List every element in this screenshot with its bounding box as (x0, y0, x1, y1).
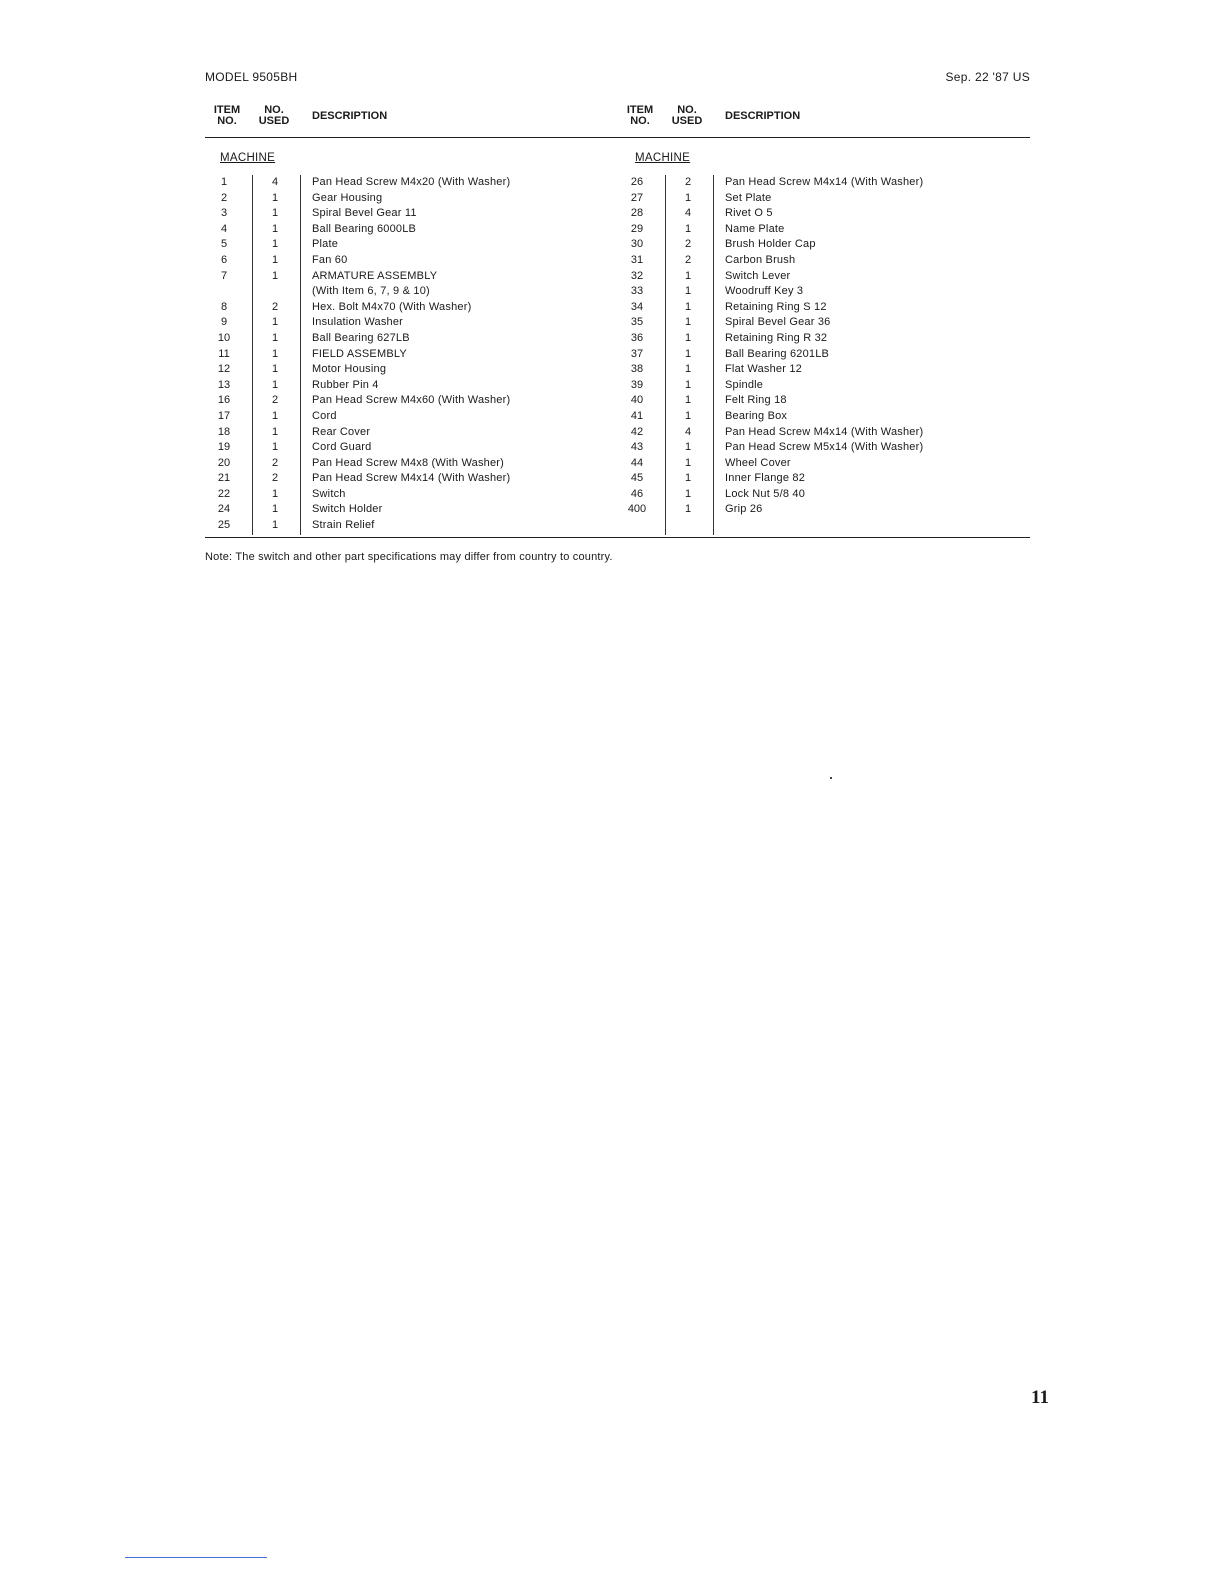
part-description: Flat Washer 12 (725, 363, 802, 376)
table-row (618, 425, 1028, 441)
part-description: Grip 26 (725, 503, 763, 516)
item-number: 8 (220, 300, 228, 313)
quantity-used: 1 (684, 503, 692, 516)
scan-speck (830, 777, 832, 779)
part-description: Switch (312, 487, 346, 500)
page-header (205, 70, 1030, 90)
item-number: 46 (630, 487, 644, 500)
quantity-used: 1 (684, 331, 692, 344)
quantity-used: 2 (271, 300, 279, 313)
table-row (205, 409, 615, 425)
table-row (205, 191, 615, 207)
table-rows (205, 175, 615, 534)
table-row (618, 191, 1028, 207)
quantity-used: 1 (271, 331, 279, 344)
table-row (618, 362, 1028, 378)
item-number: 33 (630, 285, 644, 298)
item-number: 27 (630, 191, 644, 204)
part-description: Rear Cover (312, 425, 371, 438)
item-number: 19 (217, 441, 231, 454)
item-number: 24 (217, 503, 231, 516)
item-number: 37 (630, 347, 644, 360)
footer-link-underline (125, 1557, 267, 1558)
quantity-used: 2 (684, 253, 692, 266)
item-number: 43 (630, 441, 644, 454)
part-description: Felt Ring 18 (725, 394, 787, 407)
part-description: Woodruff Key 3 (725, 285, 804, 298)
part-description: Spiral Bevel Gear 11 (312, 207, 417, 220)
no-used-header: NO. USED (671, 104, 703, 127)
item-number: 26 (630, 176, 644, 188)
quantity-used: 2 (684, 176, 692, 188)
item-number: 9 (220, 316, 228, 329)
part-description: Set Plate (725, 191, 772, 204)
part-description: Name Plate (725, 222, 785, 235)
table-row (205, 315, 615, 331)
table-row (205, 518, 615, 534)
page-number: 11 (1031, 1387, 1049, 1408)
item-number: 39 (630, 378, 644, 391)
part-description: Pan Head Screw M5x14 (With Washer) (725, 441, 924, 454)
part-description: Pan Head Screw M4x14 (With Washer) (312, 472, 511, 485)
table-row (205, 487, 615, 503)
table-row (205, 471, 615, 487)
quantity-used: 1 (684, 347, 692, 360)
part-description: Plate (312, 238, 339, 251)
item-number: 32 (630, 269, 644, 282)
quantity-used: 1 (684, 285, 692, 298)
table-row (205, 456, 615, 472)
item-number: 22 (217, 487, 231, 500)
part-description: Switch Lever (725, 269, 791, 282)
item-number: 12 (217, 363, 231, 376)
table-row (618, 347, 1028, 363)
table-row (618, 284, 1028, 300)
quantity-used: 1 (684, 472, 692, 485)
part-description: Motor Housing (312, 363, 387, 376)
part-description: Rubber Pin 4 (312, 378, 379, 391)
part-description: Pan Head Screw M4x8 (With Washer) (312, 456, 505, 469)
item-number: 11 (218, 347, 230, 360)
item-number: 21 (217, 472, 231, 485)
item-number: 20 (217, 456, 231, 469)
specification-note: Note: The switch and other part specifications may differ from country to country. (205, 551, 613, 563)
table-row (205, 222, 615, 238)
item-number: 6 (220, 253, 228, 266)
quantity-used: 1 (271, 191, 279, 204)
item-number: 17 (217, 409, 231, 422)
table-row (205, 206, 615, 222)
quantity-used: 1 (271, 409, 279, 422)
quantity-used: 1 (271, 269, 279, 282)
quantity-used: 1 (684, 409, 692, 422)
part-description: (With Item 6, 7, 9 & 10) (312, 285, 430, 298)
table-row (618, 456, 1028, 472)
table-row (618, 269, 1028, 285)
item-number: 7 (220, 269, 228, 282)
table-row (618, 237, 1028, 253)
table-row (205, 237, 615, 253)
table-row (205, 331, 615, 347)
part-description: Retaining Ring R 32 (725, 331, 828, 344)
table-row (618, 300, 1028, 316)
part-description: Spindle (725, 378, 764, 391)
quantity-used: 1 (271, 238, 279, 251)
item-number: 10 (217, 331, 231, 344)
item-number: 4 (220, 222, 228, 235)
quantity-used: 1 (684, 487, 692, 500)
part-description: Inner Flange 82 (725, 472, 806, 485)
item-number: 45 (630, 472, 644, 485)
item-number: 38 (630, 363, 644, 376)
quantity-used: 1 (271, 363, 279, 376)
quantity-used: 1 (271, 207, 279, 220)
part-description: Spiral Bevel Gear 36 (725, 316, 831, 329)
item-number: 25 (217, 519, 231, 532)
part-description: ARMATURE ASSEMBLY (312, 269, 438, 282)
description-header: DESCRIPTION (725, 110, 801, 122)
item-number: 35 (630, 316, 644, 329)
item-number: 29 (630, 222, 644, 235)
table-row (618, 253, 1028, 269)
quantity-used: 1 (684, 441, 692, 454)
item-no-header: ITEM NO. (213, 104, 241, 127)
table-row (618, 409, 1028, 425)
part-description: Pan Head Screw M4x14 (With Washer) (725, 176, 924, 188)
quantity-used: 1 (271, 503, 279, 516)
date-label: Sep. 22 '87 US (945, 70, 1030, 84)
table-row (618, 175, 1028, 191)
part-description: Ball Bearing 6000LB (312, 222, 417, 235)
table-row (205, 347, 615, 363)
section-label: MACHINE (220, 152, 276, 164)
table-rows (618, 175, 1028, 518)
part-description: Pan Head Screw M4x60 (With Washer) (312, 394, 511, 407)
part-description: Switch Holder (312, 503, 383, 516)
column-headers (205, 100, 615, 136)
item-number: 28 (630, 207, 644, 220)
table-row (618, 471, 1028, 487)
part-description: Pan Head Screw M4x14 (With Washer) (725, 425, 924, 438)
item-number: 44 (630, 456, 644, 469)
part-description: Strain Relief (312, 519, 375, 532)
quantity-used: 4 (684, 207, 692, 220)
footer-rule (205, 537, 1030, 538)
quantity-used: 1 (271, 316, 279, 329)
part-description: Hex. Bolt M4x70 (With Washer) (312, 300, 472, 313)
left-parts-table (205, 100, 615, 532)
quantity-used: 2 (271, 472, 279, 485)
table-row (618, 222, 1028, 238)
part-description: Wheel Cover (725, 456, 791, 469)
item-number: 1 (220, 176, 228, 188)
item-number: 41 (630, 409, 644, 422)
quantity-used: 1 (271, 519, 279, 532)
item-number: 16 (217, 394, 231, 407)
item-number: 400 (627, 503, 647, 516)
table-row (205, 393, 615, 409)
description-header: DESCRIPTION (312, 110, 388, 122)
table-row (618, 206, 1028, 222)
table-row (205, 269, 615, 285)
section-label: MACHINE (635, 152, 691, 164)
table-row (618, 378, 1028, 394)
part-description: Brush Holder Cap (725, 238, 816, 251)
table-row (618, 440, 1028, 456)
quantity-used: 1 (271, 253, 279, 266)
part-description: Insulation Washer (312, 316, 404, 329)
item-number: 34 (630, 300, 644, 313)
item-number: 13 (217, 378, 231, 391)
part-description: FIELD ASSEMBLY (312, 347, 407, 360)
table-row (205, 300, 615, 316)
item-number: 42 (630, 425, 644, 438)
quantity-used: 1 (684, 456, 692, 469)
part-description: Ball Bearing 6201LB (725, 347, 830, 360)
quantity-used: 1 (271, 378, 279, 391)
table-row (618, 315, 1028, 331)
quantity-used: 1 (271, 425, 279, 438)
quantity-used: 1 (271, 222, 279, 235)
item-number: 5 (220, 238, 228, 251)
table-row (205, 425, 615, 441)
quantity-used: 2 (271, 456, 279, 469)
part-description: Cord Guard (312, 441, 372, 454)
item-number: 2 (220, 191, 228, 204)
no-used-header: NO. USED (258, 104, 290, 127)
quantity-used: 1 (271, 347, 279, 360)
quantity-used: 2 (271, 394, 279, 407)
table-row (618, 331, 1028, 347)
quantity-used: 4 (271, 176, 279, 188)
part-description: Cord (312, 409, 337, 422)
item-number: 31 (630, 253, 644, 266)
part-description: Carbon Brush (725, 253, 796, 266)
quantity-used: 1 (684, 222, 692, 235)
item-number: 36 (630, 331, 644, 344)
table-row (205, 175, 615, 191)
table-row (205, 440, 615, 456)
table-row (205, 378, 615, 394)
part-description: Rivet O 5 (725, 207, 773, 220)
table-row (205, 253, 615, 269)
quantity-used: 1 (271, 441, 279, 454)
part-description: Bearing Box (725, 409, 788, 422)
quantity-used: 1 (684, 378, 692, 391)
model-label: MODEL 9505BH (205, 70, 298, 84)
item-no-header: ITEM NO. (626, 104, 654, 127)
part-description: Gear Housing (312, 191, 383, 204)
item-number: 18 (217, 425, 231, 438)
quantity-used: 1 (684, 300, 692, 313)
header-rule (205, 137, 1030, 138)
table-row (205, 502, 615, 518)
table-row (618, 393, 1028, 409)
item-number: 40 (630, 394, 644, 407)
quantity-used: 4 (684, 425, 692, 438)
part-description: Retaining Ring S 12 (725, 300, 827, 313)
quantity-used: 2 (684, 238, 692, 251)
part-description: Fan 60 (312, 253, 348, 266)
table-row (618, 502, 1028, 518)
item-number: 3 (220, 207, 228, 220)
quantity-used: 1 (684, 363, 692, 376)
right-parts-table (618, 100, 1028, 516)
quantity-used: 1 (684, 269, 692, 282)
table-row (205, 362, 615, 378)
part-description: Lock Nut 5/8 40 (725, 487, 806, 500)
part-description: Pan Head Screw M4x20 (With Washer) (312, 176, 511, 188)
quantity-used: 1 (684, 191, 692, 204)
column-headers (618, 100, 1028, 136)
table-row (205, 284, 615, 300)
table-row (618, 487, 1028, 503)
item-number: 30 (630, 238, 644, 251)
part-description: Ball Bearing 627LB (312, 331, 410, 344)
quantity-used: 1 (684, 394, 692, 407)
quantity-used: 1 (271, 487, 279, 500)
quantity-used: 1 (684, 316, 692, 329)
